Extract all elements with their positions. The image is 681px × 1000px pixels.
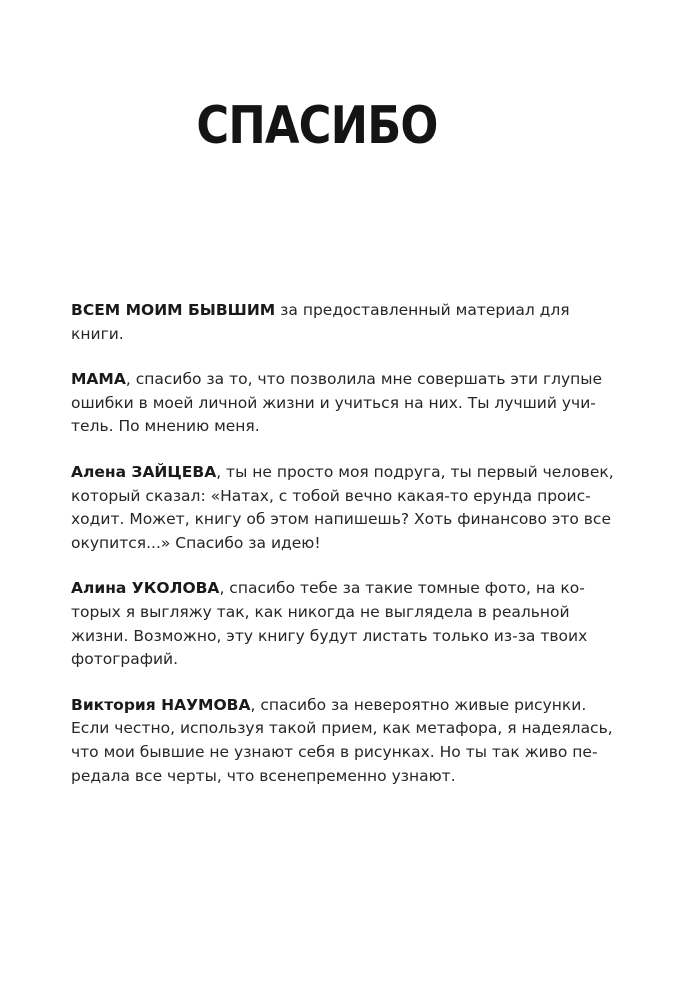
- paragraph-line: ходит. Может, книгу об этом напишешь? Хоть финансово это все: [71, 510, 611, 529]
- paragraph-line: Если честно, используя такой прием, как метафора, я надеялась,: [71, 719, 613, 738]
- acknowledgements-body: [71, 299, 614, 788]
- acknowledgement-paragraph: [71, 368, 603, 439]
- paragraph-line: [71, 694, 587, 718]
- paragraph-line: торых я выгляжу так, как никогда не выглядела в реальной: [71, 602, 570, 621]
- acknowledgement-paragraph: [71, 299, 571, 346]
- person-name: МАМА: [71, 370, 126, 389]
- paragraph-line: что мои бывшие не узнают себя в рисунках. Но ты так живо пе-: [71, 742, 598, 761]
- paragraph-text: , спасибо тебе за такие томные фото, на ко-: [219, 579, 585, 598]
- person-name: ВСЕМ МОИМ БЫВШИМ: [71, 301, 276, 319]
- acknowledgement-paragraph: [71, 577, 588, 671]
- paragraph-line: редала все черты, что всенепременно узнают.: [71, 766, 456, 785]
- acknowledgement-paragraph: [71, 694, 613, 788]
- paragraph-line: книги.: [71, 324, 124, 343]
- paragraph-line: [71, 461, 614, 485]
- page-title: СПАСИБО: [196, 96, 438, 156]
- acknowledgement-paragraph: [71, 461, 614, 555]
- paragraph-line: ошибки в моей личной жизни и учиться на них. Ты лучший учи-: [71, 393, 596, 412]
- paragraph-line: который сказал: «Натах, с тобой вечно какая-то ерунда проис-: [71, 486, 591, 505]
- paragraph-line: [71, 577, 585, 601]
- person-name: Алена ЗАЙЦЕВА: [71, 462, 217, 481]
- person-name: Виктория НАУМОВА: [71, 695, 251, 714]
- paragraph-line: тель. По мнению меня.: [71, 417, 260, 436]
- paragraph-line: жизни. Возможно, эту книгу будут листать только из-за твоих: [71, 626, 588, 645]
- paragraph-line: [71, 299, 571, 323]
- paragraph-line: окупится...» Спасибо за идею!: [71, 533, 321, 552]
- paragraph-text: , спасибо за невероятно живые рисунки.: [250, 695, 587, 714]
- paragraph-text: за предоставленный материал для: [275, 301, 570, 319]
- person-name: Алина УКОЛОВА: [71, 579, 220, 598]
- paragraph-line: [71, 368, 603, 392]
- paragraph-line: фотографий.: [71, 650, 179, 669]
- paragraph-text: , спасибо за то, что позволила мне совершать эти глупые: [125, 370, 603, 389]
- paragraph-text: , ты не просто моя подруга, ты первый человек,: [216, 462, 614, 481]
